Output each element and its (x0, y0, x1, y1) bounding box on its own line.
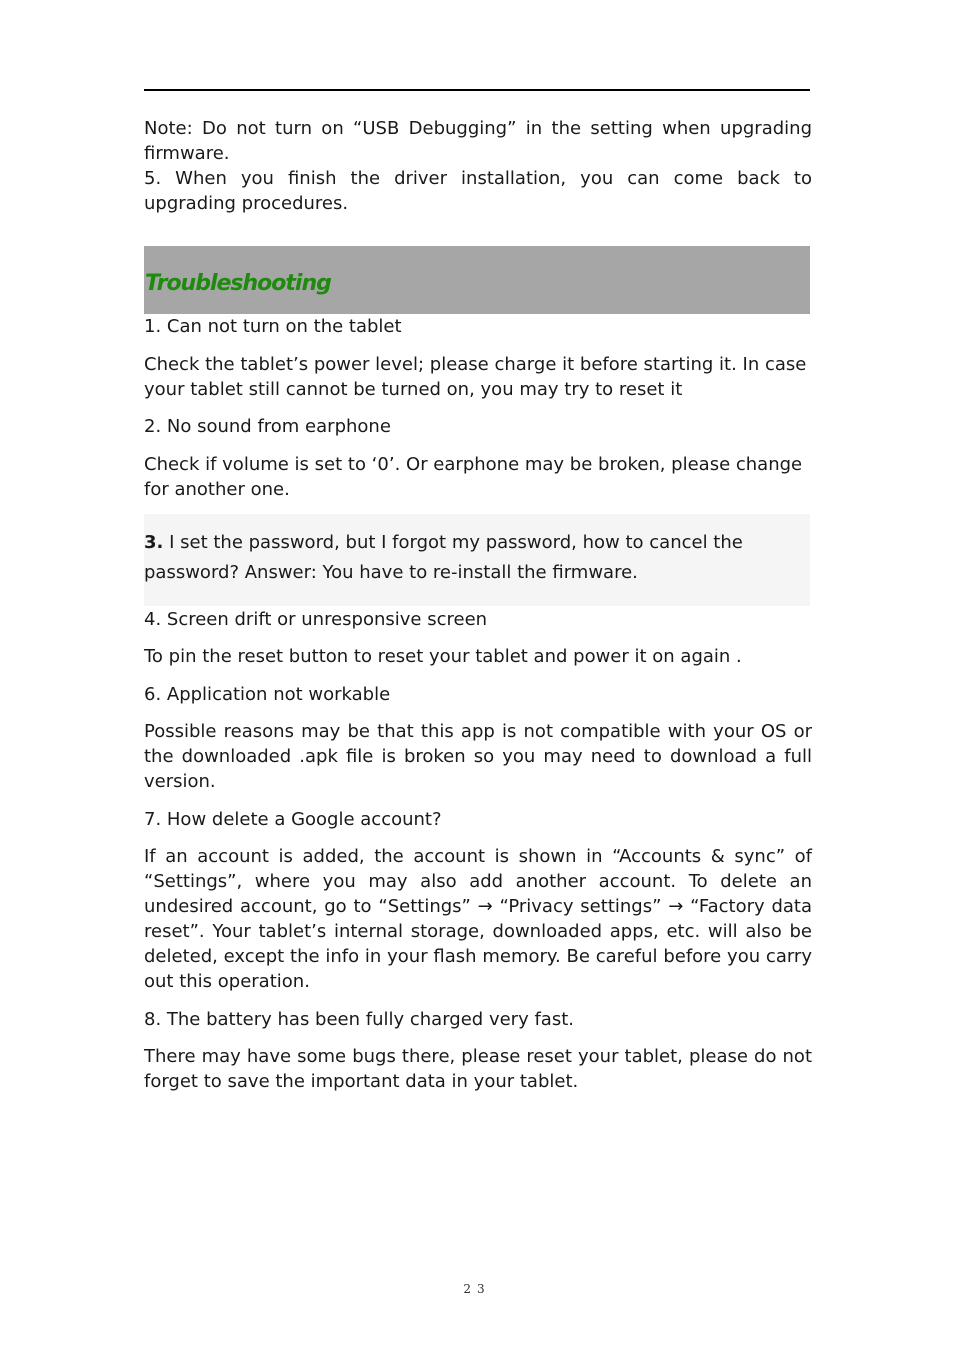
item-number: 3. (144, 532, 164, 553)
section-title: Troubleshooting (145, 271, 331, 296)
item-heading: 2. No sound from earphone (144, 416, 391, 437)
item-heading: 1. Can not turn on the tablet (144, 316, 402, 337)
header-rule (144, 89, 810, 91)
item-heading: 7. How delete a Google account? (144, 809, 442, 830)
page-number: 23 (463, 1282, 491, 1296)
item-question-text: I set the password, but I forgot my password, how to cancel the (163, 532, 743, 553)
note-paragraph: Note: Do not turn on “USB Debugging” in the setting when upgrading firmware. (144, 118, 812, 164)
item-body: There may have some bugs there, please reset your tablet, please do not forget to save the important data in your tablet. (144, 1046, 812, 1092)
item-heading: 8. The battery has been fully charged very fast. (144, 1009, 574, 1030)
item-body: To pin the reset button to reset your tablet and power it on again . (144, 646, 742, 667)
item-answer: password? Answer: You have to re-install the firmware. (144, 562, 638, 583)
item-body: Check if volume is set to ‘0’. Or earphone may be broken, please change for another one. (144, 454, 803, 500)
item-question (144, 530, 812, 555)
item-heading: 6. Application not workable (144, 684, 391, 705)
item-heading: 4. Screen drift or unresponsive screen (144, 609, 488, 630)
item-body: If an account is added, the account is shown in “Accounts & sync” of “Settings”, where you may also add another account. To delete an undesired account, go to “Settings” → “Privacy settings” → “Factory data reset”. Your tablet’s internal storage, downloaded apps, etc. will also be deleted, except the info in your flash memory. Be careful before you carry out this operation. (144, 846, 812, 992)
item-body: Check the tablet’s power level; please charge it before starting it. In case your tablet still cannot be turned on, you may try to reset it (144, 354, 807, 400)
item-body: Possible reasons may be that this app is not compatible with your OS or the downloaded .apk file is broken so you may need to download a full version. (144, 721, 812, 792)
driver-paragraph: 5. When you finish the driver installation, you can come back to upgrading procedures. (144, 168, 812, 214)
